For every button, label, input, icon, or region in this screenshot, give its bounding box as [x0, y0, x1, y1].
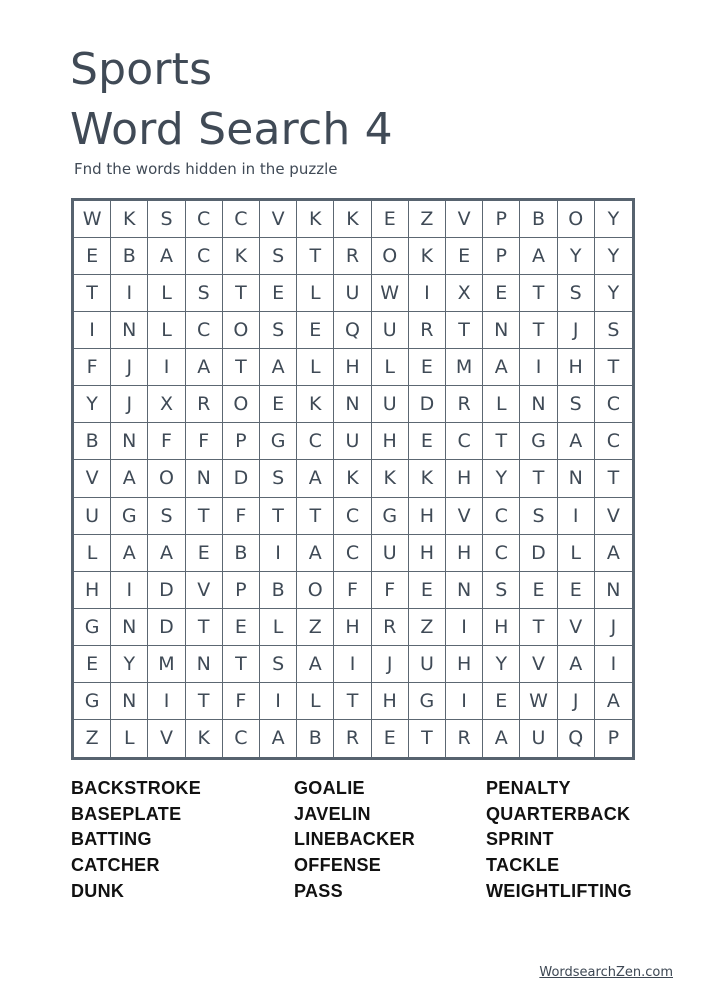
grid-cell: F	[334, 572, 371, 609]
grid-cell: D	[148, 609, 185, 646]
grid-cell: I	[595, 646, 632, 683]
grid-cell: R	[446, 386, 483, 423]
grid-cell: S	[595, 312, 632, 349]
grid-cell: I	[148, 683, 185, 720]
grid-cell: R	[446, 720, 483, 757]
grid-cell: C	[483, 535, 520, 572]
grid-cell: C	[595, 423, 632, 460]
grid-cell: G	[111, 498, 148, 535]
grid-cell: A	[297, 535, 334, 572]
grid-cell: G	[520, 423, 557, 460]
grid-cell: K	[111, 201, 148, 238]
grid-cell: F	[74, 349, 111, 386]
grid-cell: F	[148, 423, 185, 460]
grid-cell: T	[595, 460, 632, 497]
grid-cell: I	[446, 609, 483, 646]
grid-cell: B	[260, 572, 297, 609]
grid-cell: S	[148, 201, 185, 238]
grid-cell: J	[558, 312, 595, 349]
puzzle-grid	[71, 198, 635, 760]
grid-cell: L	[111, 720, 148, 757]
grid-cell: P	[223, 572, 260, 609]
grid-cell: T	[297, 238, 334, 275]
grid-cell: U	[334, 275, 371, 312]
grid-cell: I	[334, 646, 371, 683]
grid-cell: L	[148, 312, 185, 349]
grid-cell: C	[483, 498, 520, 535]
grid-cell: E	[520, 572, 557, 609]
grid-cell: Z	[409, 609, 446, 646]
grid-cell: H	[446, 535, 483, 572]
grid-cell: E	[446, 238, 483, 275]
grid-cell: P	[483, 201, 520, 238]
grid-cell: Y	[595, 275, 632, 312]
grid-cell: Y	[111, 646, 148, 683]
grid-cell: A	[111, 460, 148, 497]
grid-cell: O	[372, 238, 409, 275]
grid-cell: H	[409, 498, 446, 535]
grid-cell: F	[223, 498, 260, 535]
grid-cell: O	[223, 386, 260, 423]
grid-cell: H	[372, 683, 409, 720]
grid-cell: O	[223, 312, 260, 349]
grid-cell: T	[520, 460, 557, 497]
grid-cell: A	[483, 720, 520, 757]
grid-cell: D	[148, 572, 185, 609]
grid-cell: A	[260, 720, 297, 757]
grid-cell: A	[148, 535, 185, 572]
grid-cell: S	[148, 498, 185, 535]
grid-cell: T	[483, 423, 520, 460]
grid-cell: T	[520, 312, 557, 349]
grid-cell: A	[595, 683, 632, 720]
grid-cell: I	[111, 275, 148, 312]
grid-cell: E	[260, 275, 297, 312]
grid-cell: P	[607, 727, 620, 750]
grid-cell: E	[409, 572, 446, 609]
grid-cell: U	[520, 720, 557, 757]
grid-cell: T	[409, 720, 446, 757]
grid-cell: H	[558, 349, 595, 386]
grid-cell: I	[74, 312, 111, 349]
grid-cell: E	[409, 349, 446, 386]
grid-cell: D	[520, 535, 557, 572]
grid-cell: L	[483, 386, 520, 423]
grid-cell: J	[111, 386, 148, 423]
grid-cell: N	[111, 423, 148, 460]
grid-cell: C	[223, 201, 260, 238]
word-item: QUARTERBACK	[486, 803, 631, 824]
grid-cell: K	[297, 386, 334, 423]
grid-cell: F	[186, 423, 223, 460]
grid-cell: I	[260, 535, 297, 572]
grid-cell: A	[520, 238, 557, 275]
grid-cell: M	[446, 349, 483, 386]
grid-cell: U	[334, 423, 371, 460]
grid-cell: T	[186, 609, 223, 646]
grid-cell: R	[409, 312, 446, 349]
grid-cell: Z	[297, 609, 334, 646]
grid-cell: N	[111, 312, 148, 349]
grid-cell: A	[186, 349, 223, 386]
grid-cell: S	[483, 572, 520, 609]
grid-cell: T	[595, 349, 632, 386]
grid-cell: L	[74, 535, 111, 572]
grid-cell: B	[111, 238, 148, 275]
grid-cell: V	[595, 498, 632, 535]
grid-cell: P	[483, 238, 520, 275]
grid-cell: T	[74, 275, 111, 312]
grid-cell: V	[260, 201, 297, 238]
letter-grid	[74, 201, 632, 757]
grid-cell: K	[186, 720, 223, 757]
word-item: WEIGHTLIFTING	[486, 880, 632, 901]
word-item: JAVELIN	[294, 803, 371, 824]
word-item: BASEPLATE	[71, 803, 182, 824]
grid-cell: C	[595, 386, 632, 423]
grid-cell: I	[409, 275, 446, 312]
grid-cell: U	[372, 535, 409, 572]
grid-cell: Y	[483, 646, 520, 683]
grid-cell: D	[409, 386, 446, 423]
grid-cell: I	[558, 498, 595, 535]
grid-cell: K	[297, 201, 334, 238]
grid-cell: K	[334, 201, 371, 238]
grid-cell: U	[409, 646, 446, 683]
word-column-2	[294, 778, 415, 906]
page-title-line1: Sports	[70, 44, 213, 95]
grid-cell: N	[111, 683, 148, 720]
grid-cell: B	[297, 720, 334, 757]
grid-cell: D	[223, 460, 260, 497]
grid-cell: B	[74, 423, 111, 460]
grid-cell: X	[446, 275, 483, 312]
grid-cell: H	[372, 423, 409, 460]
word-item: LINEBACKER	[294, 829, 416, 850]
grid-cell: X	[148, 386, 185, 423]
grid-cell: F	[372, 572, 409, 609]
grid-cell: H	[74, 572, 111, 609]
grid-cell: R	[334, 238, 371, 275]
grid-cell: L	[297, 683, 334, 720]
grid-cell: C	[223, 720, 260, 757]
grid-cell: T	[223, 646, 260, 683]
grid-cell: M	[148, 646, 185, 683]
grid-cell: E	[483, 683, 520, 720]
grid-cell: V	[186, 572, 223, 609]
grid-cell: Y	[595, 201, 632, 238]
grid-cell: A	[483, 349, 520, 386]
grid-cell: O	[297, 572, 334, 609]
grid-cell: L	[372, 349, 409, 386]
grid-cell: K	[334, 460, 371, 497]
grid-cell: A	[297, 646, 334, 683]
grid-cell: S	[558, 386, 595, 423]
grid-cell: E	[372, 720, 409, 757]
grid-cell: L	[260, 609, 297, 646]
page-title-line2: Word Search 4	[70, 104, 393, 155]
grid-cell: I	[446, 683, 483, 720]
grid-cell: A	[558, 423, 595, 460]
grid-cell: N	[111, 609, 148, 646]
grid-cell: E	[297, 312, 334, 349]
grid-cell: Y	[558, 238, 595, 275]
grid-cell: Z	[409, 201, 446, 238]
grid-cell: W	[520, 683, 557, 720]
grid-cell: J	[595, 609, 632, 646]
grid-cell: F	[223, 683, 260, 720]
grid-cell: C	[446, 423, 483, 460]
grid-cell: T	[297, 498, 334, 535]
grid-cell: Y	[483, 460, 520, 497]
grid-cell: P	[223, 423, 260, 460]
grid-cell: A	[558, 646, 595, 683]
grid-cell: N	[520, 386, 557, 423]
grid-cell: N	[334, 386, 371, 423]
word-column-1	[71, 778, 201, 906]
grid-cell: K	[409, 460, 446, 497]
word-item: PENALTY	[486, 778, 571, 798]
grid-cell: H	[409, 535, 446, 572]
grid-cell: E	[74, 238, 111, 275]
grid-cell: I	[111, 572, 148, 609]
grid-cell: U	[74, 498, 111, 535]
grid-cell: T	[186, 498, 223, 535]
grid-cell: A	[297, 460, 334, 497]
grid-cell: T	[334, 683, 371, 720]
grid-cell: V	[446, 498, 483, 535]
grid-cell: R	[372, 609, 409, 646]
grid-cell: E	[483, 275, 520, 312]
word-item: PASS	[294, 880, 343, 901]
grid-cell: B	[520, 201, 557, 238]
grid-cell: A	[111, 535, 148, 572]
grid-cell: R	[186, 386, 223, 423]
grid-cell: T	[446, 312, 483, 349]
grid-cell: C	[186, 201, 223, 238]
grid-cell: H	[334, 349, 371, 386]
grid-cell: U	[372, 386, 409, 423]
grid-cell: S	[558, 275, 595, 312]
grid-cell: V	[520, 646, 557, 683]
grid-cell: E	[372, 201, 409, 238]
grid-cell: S	[260, 312, 297, 349]
word-item: CATCHER	[71, 855, 160, 876]
grid-cell: K	[409, 238, 446, 275]
grid-cell: V	[558, 609, 595, 646]
grid-cell: N	[595, 572, 632, 609]
grid-cell: I	[520, 349, 557, 386]
grid-cell: G	[372, 498, 409, 535]
grid-cell: C	[334, 498, 371, 535]
grid-cell: E	[558, 572, 595, 609]
grid-cell: O	[148, 460, 185, 497]
grid-cell: S	[520, 498, 557, 535]
instructions: Fnd the words hidden in the puzzle	[74, 160, 338, 178]
grid-cell: V	[74, 460, 111, 497]
grid-cell: T	[186, 683, 223, 720]
grid-cell: J	[558, 683, 595, 720]
grid-cell: I	[148, 349, 185, 386]
grid-cell: G	[260, 423, 297, 460]
grid-cell: N	[558, 460, 595, 497]
grid-cell: T	[223, 275, 260, 312]
grid-cell: L	[148, 275, 185, 312]
grid-cell: S	[260, 238, 297, 275]
grid-cell: G	[74, 609, 111, 646]
grid-cell: A	[595, 535, 632, 572]
grid-cell: S	[186, 275, 223, 312]
grid-cell: C	[186, 312, 223, 349]
word-item: GOALIE	[294, 778, 365, 798]
grid-cell: L	[558, 535, 595, 572]
grid-cell: J	[372, 646, 409, 683]
grid-cell: H	[446, 460, 483, 497]
grid-cell: T	[520, 275, 557, 312]
grid-cell: V	[148, 720, 185, 757]
grid-cell: V	[446, 201, 483, 238]
word-item: OFFENSE	[294, 855, 382, 876]
grid-cell: A	[260, 349, 297, 386]
grid-cell: Z	[74, 720, 111, 757]
grid-cell: H	[446, 646, 483, 683]
word-item: BATTING	[71, 829, 152, 850]
grid-cell: L	[297, 275, 334, 312]
grid-cell: C	[186, 238, 223, 275]
grid-cell: I	[260, 683, 297, 720]
grid-cell: N	[186, 460, 223, 497]
grid-cell: Q	[558, 720, 595, 757]
grid-cell: E	[223, 609, 260, 646]
grid-cell: R	[334, 720, 371, 757]
site-link[interactable]: WordsearchZen.com	[539, 965, 673, 980]
grid-cell: S	[260, 646, 297, 683]
grid-cell: S	[260, 460, 297, 497]
grid-cell: E	[409, 423, 446, 460]
word-column-3	[486, 778, 632, 906]
grid-cell: K	[372, 460, 409, 497]
word-item: DUNK	[71, 880, 125, 901]
grid-cell: L	[297, 349, 334, 386]
grid-cell: G	[74, 683, 111, 720]
grid-cell: N	[483, 312, 520, 349]
grid-cell: A	[148, 238, 185, 275]
grid-cell: Y	[74, 386, 111, 423]
grid-cell: Q	[334, 312, 371, 349]
grid-cell: J	[111, 349, 148, 386]
grid-cell: E	[74, 646, 111, 683]
grid-cell: U	[372, 312, 409, 349]
grid-cell: T	[520, 609, 557, 646]
grid-cell: C	[297, 423, 334, 460]
word-item: SPRINT	[486, 829, 554, 850]
word-item: TACKLE	[486, 855, 560, 876]
word-item: BACKSTROKE	[71, 778, 202, 798]
grid-cell: T	[260, 498, 297, 535]
grid-cell: W	[372, 275, 409, 312]
grid-cell: C	[334, 535, 371, 572]
grid-cell: W	[74, 201, 111, 238]
grid-cell: Y	[595, 238, 632, 275]
grid-cell: O	[558, 201, 595, 238]
grid-cell: E	[186, 535, 223, 572]
grid-cell: K	[223, 238, 260, 275]
grid-cell: G	[409, 683, 446, 720]
grid-cell: N	[446, 572, 483, 609]
grid-cell: E	[260, 386, 297, 423]
grid-cell: N	[186, 646, 223, 683]
grid-cell: H	[483, 609, 520, 646]
grid-cell: T	[223, 349, 260, 386]
grid-cell: H	[334, 609, 371, 646]
grid-cell: B	[223, 535, 260, 572]
